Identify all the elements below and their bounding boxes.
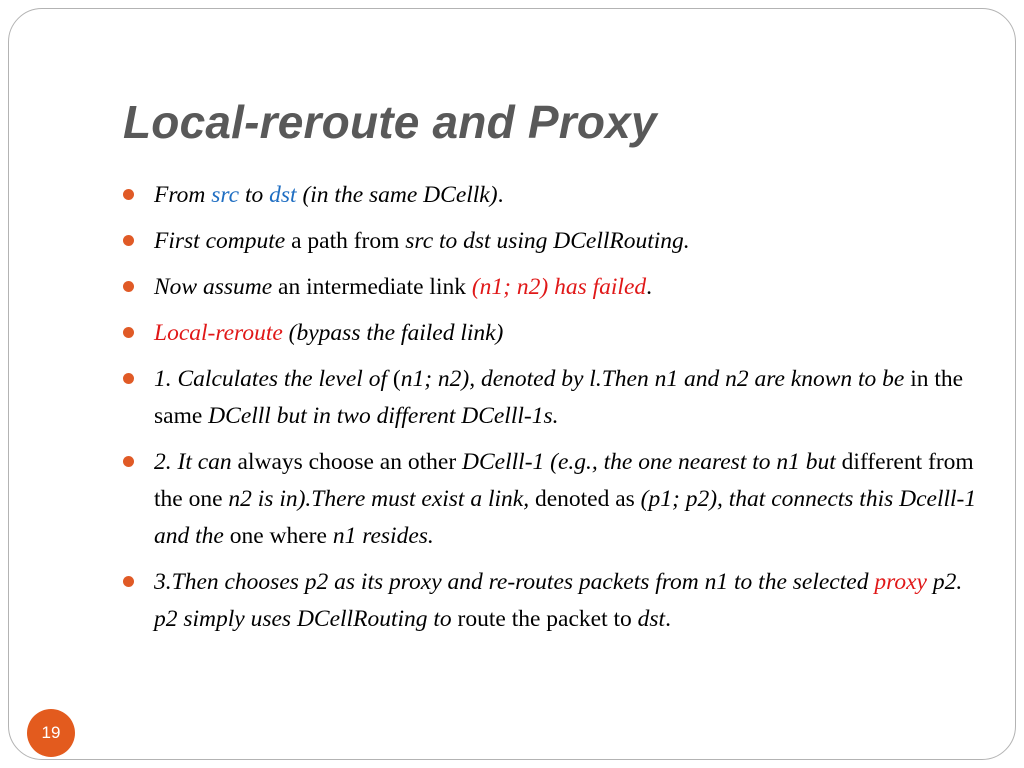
bullet-text-segment: 1. Calculates the level of: [154, 366, 393, 392]
bullet-text-segment: 2. It can: [154, 449, 232, 475]
bullet-text-segment: (n1; n2) has failed: [471, 274, 647, 300]
bullet-list: [121, 177, 981, 647]
bullet-dot-icon: [123, 281, 134, 292]
bullet-text-segment: different from the one: [154, 449, 974, 512]
bullet-text-segment: Now assume: [154, 274, 273, 300]
bullet-text-segment: route the packet to: [451, 606, 638, 632]
bullet-text-segment: .: [665, 606, 671, 632]
bullet-text-segment: dst: [269, 182, 297, 208]
bullet-text-segment: p2. p2 simply uses DCellRouting to: [154, 569, 963, 632]
bullet-text-segment: (: [392, 366, 401, 392]
bullet-item: [121, 177, 981, 214]
bullet-dot-icon: [123, 235, 134, 246]
bullet-text-segment: in the same: [154, 366, 964, 429]
bullet-text-segment: DCelll but in two different DCelll-1s.: [208, 403, 559, 429]
bullet-text-segment: an intermediate link: [272, 274, 472, 300]
bullet-text-segment: Local-reroute: [154, 320, 283, 346]
slide-frame: [8, 8, 1016, 760]
bullet-item: [121, 361, 981, 435]
bullet-text-segment: 3.Then chooses p2 as its proxy and re-routes packets from n1 to the selected: [154, 569, 875, 595]
bullet-item: [121, 444, 981, 555]
bullet-text-segment: denoted as: [529, 486, 641, 512]
bullet-text-segment: always choose an other: [231, 449, 463, 475]
bullet-text-segment: proxy: [874, 569, 927, 595]
bullet-text-segment: (p1; p2), that connects this Dcelll-1 and the: [154, 486, 977, 549]
bullet-text-segment: a path from: [285, 228, 406, 254]
bullet-dot-icon: [123, 456, 134, 467]
bullet-text-segment: n2 is in).There must exist a link,: [228, 486, 530, 512]
bullet-dot-icon: [123, 189, 134, 200]
bullet-item: [121, 564, 981, 638]
page-number-badge: [27, 709, 75, 757]
bullet-text-segment: (in the same DCellk): [296, 182, 498, 208]
bullet-item: [121, 223, 981, 260]
bullet-text-segment: src: [211, 182, 240, 208]
bullet-text-segment: .: [497, 182, 504, 208]
bullet-text-segment: to: [239, 182, 270, 208]
bullet-dot-icon: [123, 576, 134, 587]
page-number: 19: [41, 723, 61, 742]
bullet-item: [121, 315, 981, 352]
bullet-text-segment: n1 resides.: [332, 523, 434, 549]
bullet-text-segment: .: [646, 274, 652, 300]
bullet-text-segment: (bypass the failed link): [282, 320, 504, 346]
bullet-text-segment: n1; n2), denoted by l.Then n1 and n2 are known to be: [400, 366, 905, 392]
bullet-dot-icon: [123, 373, 134, 384]
bullet-item: [121, 269, 981, 306]
bullet-text-segment: First compute: [154, 228, 286, 254]
bullet-dot-icon: [123, 327, 134, 338]
slide-title: Local-reroute and Proxy: [123, 96, 657, 148]
bullet-text-segment: one where: [223, 523, 333, 549]
bullet-text-segment: src to dst using DCellRouting.: [405, 228, 690, 254]
bullet-text-segment: From: [154, 182, 212, 208]
bullet-text-segment: DCelll-1 (e.g., the one nearest to n1 but: [462, 449, 836, 475]
bullet-text-segment: dst: [637, 606, 666, 632]
